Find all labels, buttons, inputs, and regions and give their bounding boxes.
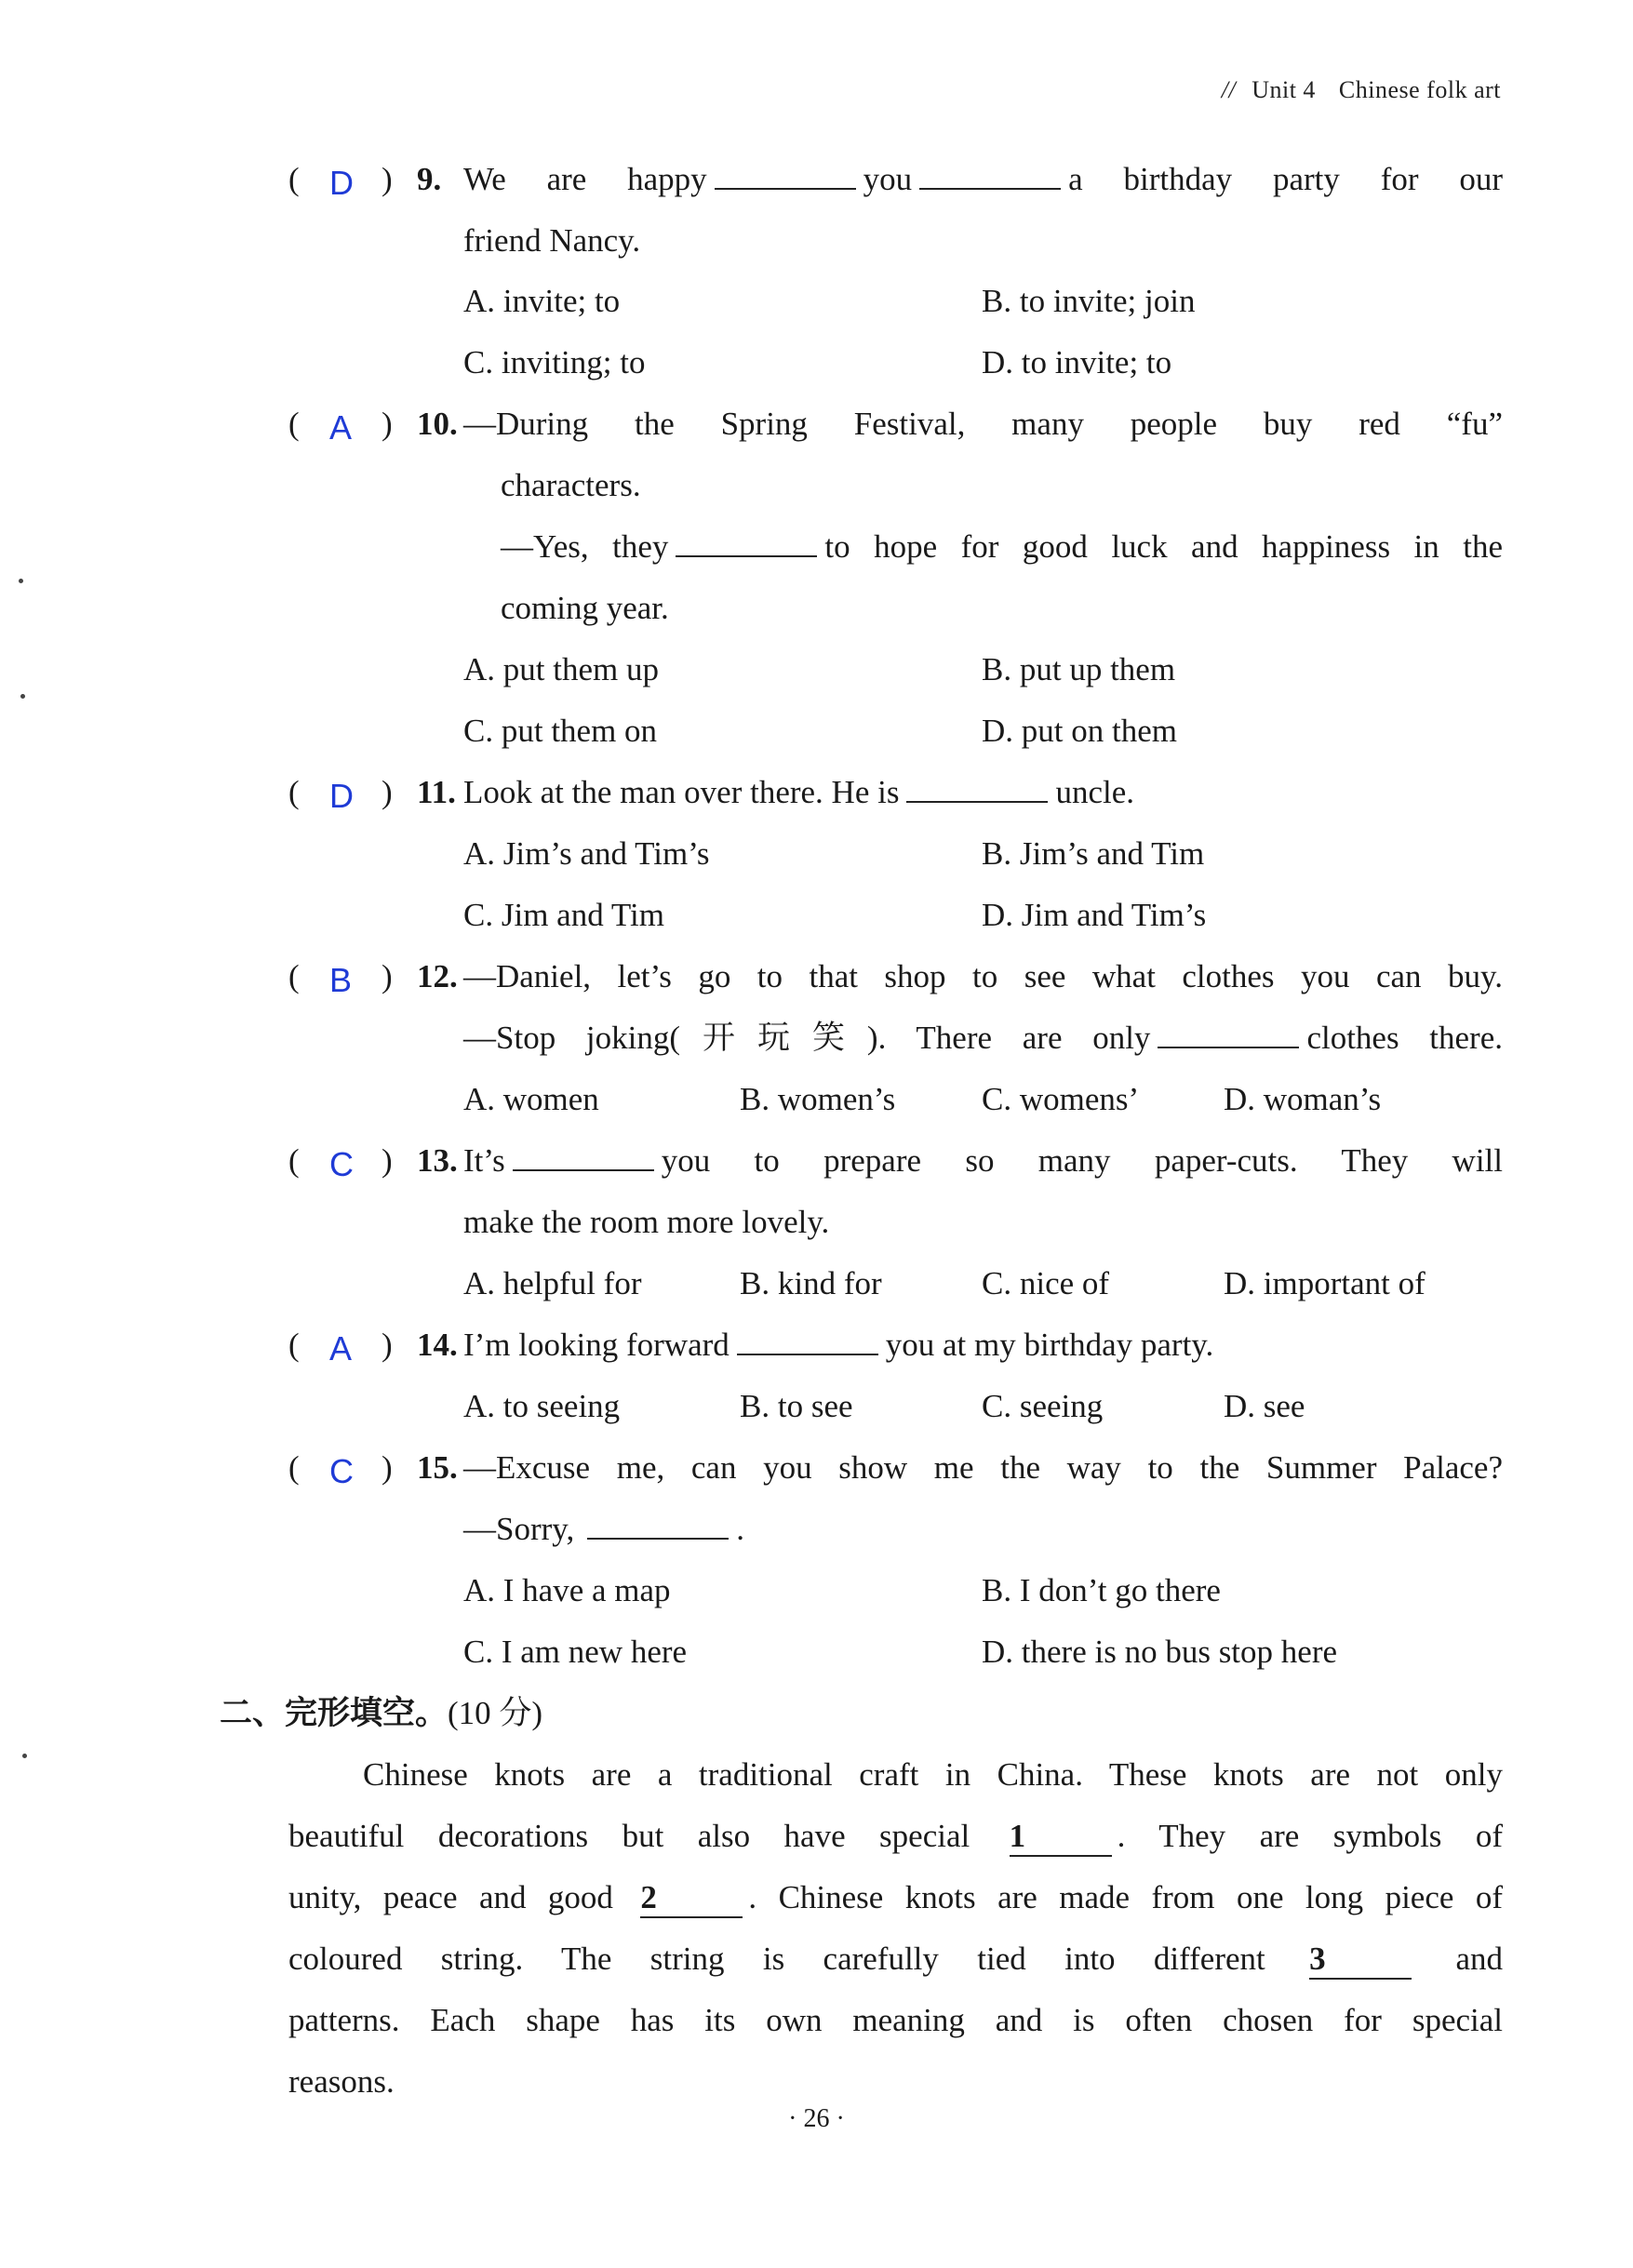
scan-speck xyxy=(22,1754,27,1758)
question-number: 10. xyxy=(417,406,458,442)
option-d: D. woman’s xyxy=(1224,1081,1382,1117)
option-b: B. women’s xyxy=(740,1081,896,1117)
option-c: C. I am new here xyxy=(463,1634,688,1670)
page: // Unit 4 Chinese folk art ( D ) 9. We are happy you a birthday party for our friend Nancy. A. invite; to B. to invite; join C. inviting; to D. to invite; to ( A ) 10. —During the Spring Festival, many people buy red “fu” characters. —Yes, they to hope for good luck and happiness in the coming year. A. put them up B. put up them C. put them on D. put on them ( D ) 11. Look at the man over there. He is uncle. A. Jim’s and Tim’s B. Jim’s and Tim C. Jim and Tim D. Jim and Tim’s ( B ) 12. —Daniel, let’s go to that shop to see what clothes you can buy. —Stop joking(开玩笑). There are only clothes there. A. women B. women’s C. womens’ D. woman’s ( C ) 13. It’s you to prepare so many paper-cuts. They will make the room more lovely. A. helpful for B. kind for C. nice of D. important of ( A ) 14. I’m looking forward you at my birthday party. A. to seeing B. to see C. seeing D. see ( C ) 15. —Excuse me, can you show me the way to the Summer Palace? —Sorry, . A. I have a map B. I don’t go there C. I am new here D. there is no bus stop here 二、完形填空。(10 分) Chinese knots are a traditional craft in China. These knots are not only beautiful decorations but also have special 1 . They are symbols of unity, peace and good 2 . Chinese knots are made from one long piece of coloured string. The string is carefully tied into different 3 and patterns. Each shape has its own meaning and is often chosen for special reasons. · 26 · xyxy=(0,0,1633,2268)
passage-line: unity, peace and good 2 . Chinese knots are made from one long piece of xyxy=(288,1867,1503,1928)
section-title: 二、完形填空。 xyxy=(220,1695,448,1732)
question-number: 12. xyxy=(417,958,458,994)
header-title: Chinese folk art xyxy=(1338,76,1501,103)
option-b: B. to invite; join xyxy=(982,283,1196,319)
question-stem: —During the Spring Festival, many people buy red “fu” xyxy=(463,406,1503,442)
option-d: D. there is no bus stop here xyxy=(982,1634,1338,1670)
question-stem: It’s you to prepare so many paper-cuts. They will xyxy=(463,1142,1503,1179)
question-stem: We are happy you a birthday party for our xyxy=(463,161,1503,197)
passage-line: beautiful decorations but also have special 1 . They are symbols of xyxy=(288,1806,1503,1867)
option-c: C. seeing xyxy=(982,1388,1104,1424)
question-stem: —Daniel, let’s go to that shop to see what clothes you can buy. xyxy=(463,958,1503,994)
option-b: B. Jim’s and Tim xyxy=(982,835,1205,872)
question-stem-reply: —Sorry, . xyxy=(463,1511,745,1547)
passage-line: coloured string. The string is carefully tied into different 3 and xyxy=(288,1928,1503,1990)
answer-mark: C xyxy=(329,1145,354,1183)
passage-line: Chinese knots are a traditional craft in China. These knots are not only xyxy=(363,1756,1503,1793)
answer-blank xyxy=(906,773,1048,803)
answer-mark: C xyxy=(329,1452,354,1490)
scan-speck xyxy=(20,694,25,699)
option-d: D. to invite; to xyxy=(982,344,1172,380)
option-c: C. nice of xyxy=(982,1265,1110,1301)
answer-blank xyxy=(715,160,856,190)
option-a: A. to seeing xyxy=(463,1388,621,1424)
answer-blank xyxy=(919,160,1061,190)
passage-line: patterns. Each shape has its own meaning and is often chosen for special xyxy=(288,2002,1503,2038)
question-stem-reply: —Yes, they to hope for good luck and happiness in the xyxy=(501,528,1503,565)
option-c: C. put them on xyxy=(463,713,658,749)
option-a: A. women xyxy=(463,1081,599,1117)
scan-speck xyxy=(19,579,23,583)
question-number: 9. xyxy=(417,161,442,197)
answer-blank xyxy=(587,1510,729,1540)
option-b: B. I don’t go there xyxy=(982,1572,1221,1608)
option-c: C. Jim and Tim xyxy=(463,897,664,933)
option-a: A. invite; to xyxy=(463,283,621,319)
cloze-passage xyxy=(288,1744,1503,2113)
question-stem: —Excuse me, can you show me the way to the Summer Palace? xyxy=(463,1449,1503,1486)
running-header xyxy=(1222,76,1501,104)
section-points: (10 分) xyxy=(448,1695,543,1731)
option-d: D. Jim and Tim’s xyxy=(982,897,1207,933)
option-b: B. put up them xyxy=(982,651,1176,687)
answer-blank xyxy=(1158,1019,1299,1048)
question-number: 13. xyxy=(417,1142,458,1179)
option-a: A. I have a map xyxy=(463,1572,671,1608)
cloze-blank-1: 1 xyxy=(1010,1818,1112,1857)
question-number: 15. xyxy=(417,1449,458,1486)
option-a: A. helpful for xyxy=(463,1265,642,1301)
answer-blank xyxy=(676,527,817,557)
question-stem-cont: characters. xyxy=(501,467,641,503)
page-number: · 26 · xyxy=(788,2104,845,2133)
option-d: D. see xyxy=(1224,1388,1305,1424)
passage-line: reasons. xyxy=(288,2063,395,2100)
question-stem-cont: coming year. xyxy=(501,590,669,626)
option-c: C. womens’ xyxy=(982,1081,1140,1117)
answer-blank xyxy=(737,1326,878,1355)
option-b: B. to see xyxy=(740,1388,853,1424)
answer-mark: A xyxy=(329,408,353,447)
header-unit: Unit 4 xyxy=(1252,76,1316,103)
question-stem-reply: —Stop joking(开玩笑). There are only clothes there. xyxy=(463,1020,1504,1056)
answer-mark: D xyxy=(329,164,354,202)
answer-mark: D xyxy=(329,777,354,815)
answer-blank xyxy=(513,1141,654,1171)
option-c: C. inviting; to xyxy=(463,344,646,380)
option-b: B. kind for xyxy=(740,1265,882,1301)
question-stem-cont: friend Nancy. xyxy=(463,222,641,259)
cloze-blank-2: 2 xyxy=(640,1879,743,1918)
question-stem: I’m looking forward you at my birthday party. xyxy=(463,1327,1214,1363)
question-number: 14. xyxy=(417,1327,458,1363)
section-heading-cloze xyxy=(220,1683,542,1744)
answer-mark: B xyxy=(329,961,353,999)
cloze-blank-3: 3 xyxy=(1309,1941,1412,1980)
question-stem-cont: make the room more lovely. xyxy=(463,1204,830,1240)
option-a: A. put them up xyxy=(463,651,659,687)
header-separator: // xyxy=(1221,76,1237,103)
option-d: D. put on them xyxy=(982,713,1177,749)
answer-mark: A xyxy=(329,1329,353,1367)
option-a: A. Jim’s and Tim’s xyxy=(463,835,710,872)
option-d: D. important of xyxy=(1224,1265,1426,1301)
question-number: 11. xyxy=(417,774,456,810)
question-stem: Look at the man over there. He is uncle. xyxy=(463,774,1134,810)
